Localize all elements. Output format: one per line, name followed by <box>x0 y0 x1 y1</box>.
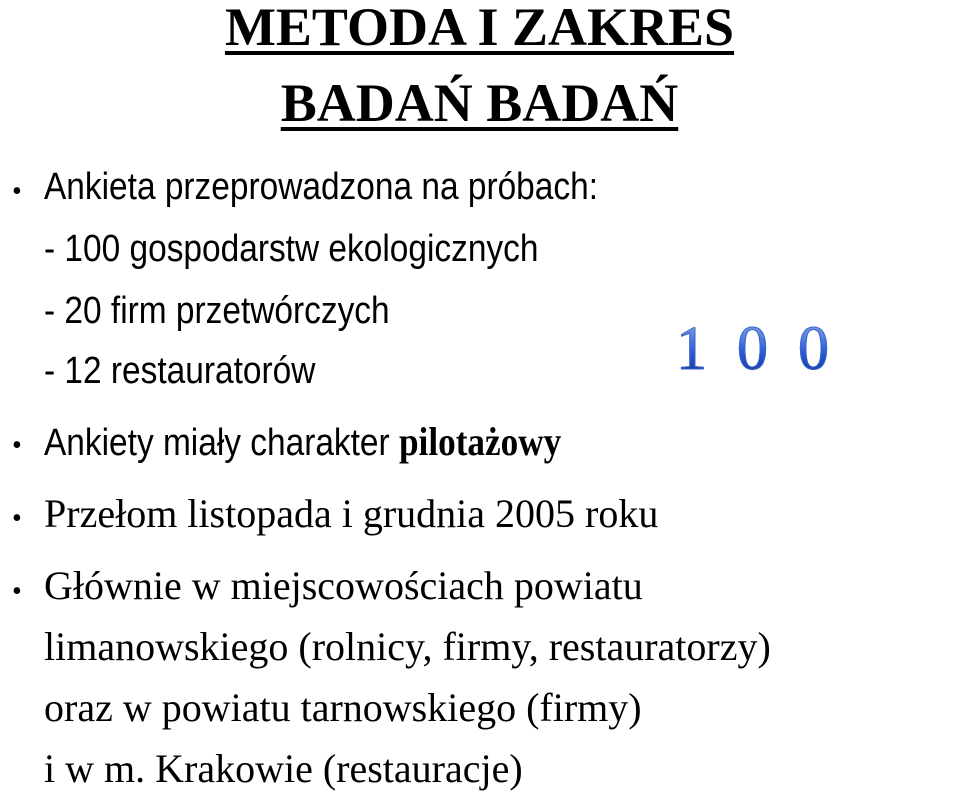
bullet-1-line-4: - 12 restauratorów <box>44 350 316 392</box>
bullet-2-prefix: Ankiety miały charakter <box>44 422 399 464</box>
logo-digit: 1 <box>676 315 707 383</box>
bullet-4-line-3: oraz w powiatu tarnowskiego (firmy) <box>44 685 642 730</box>
bullet-4-line-2: limanowskiego (rolnicy, firmy, restauratorzy) <box>44 624 771 669</box>
bullet-marker: • <box>12 430 22 461</box>
bullet-marker: • <box>12 576 22 607</box>
slide-title-text-1: METODA I ZAKRES <box>224 0 735 57</box>
logo-100 <box>676 315 829 383</box>
bullet-2-emphasis: pilotażowy <box>398 419 562 464</box>
bullet-4-line-1: Głównie w miejscowościach powiatu <box>44 563 643 608</box>
bullet-1-line-1: Ankieta przeprowadzona na próbach: <box>44 166 598 208</box>
bullet-1-line-2: - 100 gospodarstw ekologicznych <box>44 228 539 270</box>
bullet-marker: • <box>12 503 22 534</box>
slide-title-text-2: BADAŃ BADAŃ <box>280 73 679 133</box>
logo-digit: 0 <box>737 315 768 383</box>
slide-title-line-1 <box>0 0 959 57</box>
slide-title-line-2 <box>0 73 959 133</box>
bullet-marker: • <box>12 176 22 207</box>
bullet-2-line <box>44 419 562 464</box>
logo-digit: 0 <box>798 315 829 383</box>
bullet-3-line-1: Przełom listopada i grudnia 2005 roku <box>44 491 659 536</box>
bullet-4-line-4: i w m. Krakowie (restauracje) <box>44 746 523 791</box>
bullet-1-line-3: - 20 firm przetwórczych <box>44 290 390 332</box>
